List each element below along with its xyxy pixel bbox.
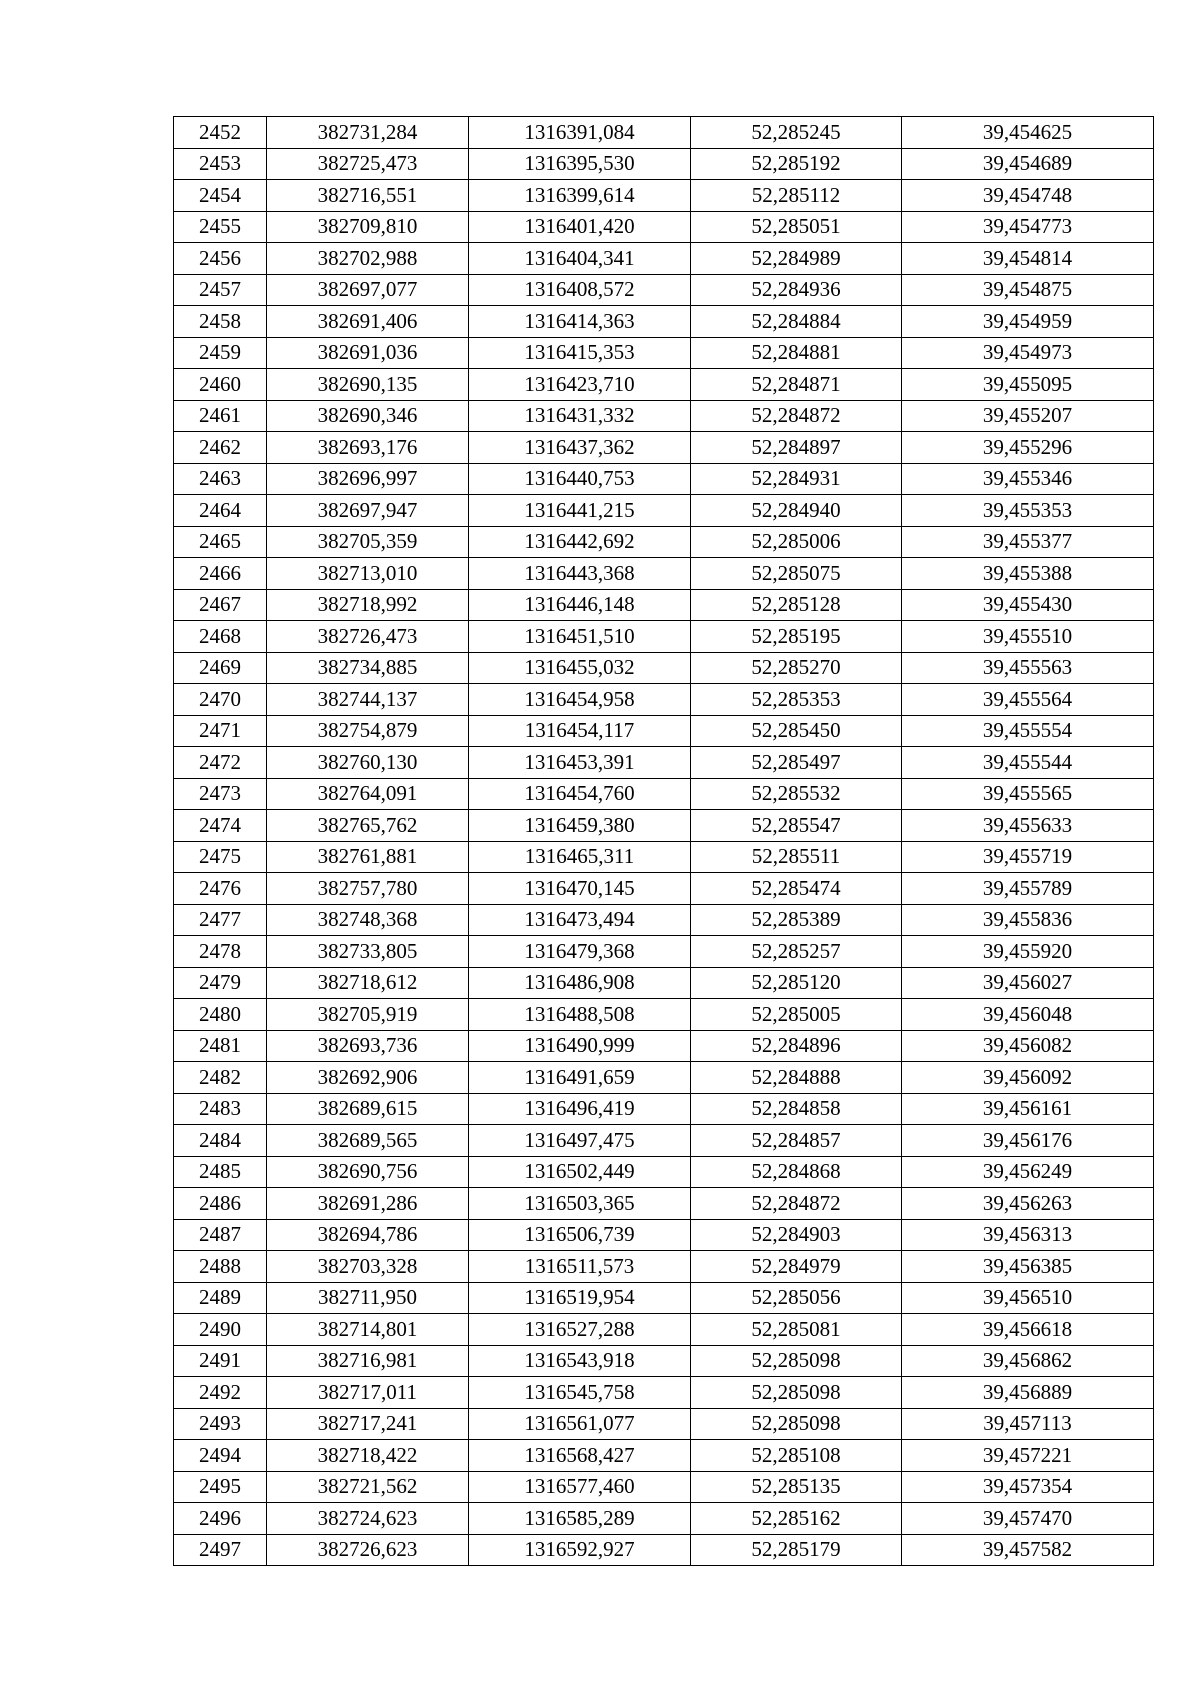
x-coordinate-cell: 382691,286: [267, 1188, 469, 1220]
x-coordinate-cell: 382726,623: [267, 1534, 469, 1566]
table-row: [174, 148, 1154, 180]
x-coordinate-cell: 382693,736: [267, 1030, 469, 1062]
x-coordinate-cell: 382693,176: [267, 432, 469, 464]
table-row: [174, 400, 1154, 432]
point-number-cell: 2463: [174, 463, 267, 495]
point-number-cell: 2483: [174, 1093, 267, 1125]
y-coordinate-cell: 1316592,927: [469, 1534, 691, 1566]
latitude-cell: 52,285450: [691, 715, 902, 747]
longitude-cell: 39,456385: [902, 1251, 1154, 1283]
latitude-cell: 52,284936: [691, 274, 902, 306]
latitude-cell: 52,285006: [691, 526, 902, 558]
longitude-cell: 39,456862: [902, 1345, 1154, 1377]
x-coordinate-cell: 382691,036: [267, 337, 469, 369]
table-row: [174, 1282, 1154, 1314]
y-coordinate-cell: 1316454,760: [469, 778, 691, 810]
x-coordinate-cell: 382692,906: [267, 1062, 469, 1094]
y-coordinate-cell: 1316506,739: [469, 1219, 691, 1251]
table-row: [174, 1440, 1154, 1472]
point-number-cell: 2466: [174, 558, 267, 590]
point-number-cell: 2490: [174, 1314, 267, 1346]
y-coordinate-cell: 1316446,148: [469, 589, 691, 621]
table-row: [174, 841, 1154, 873]
longitude-cell: 39,456618: [902, 1314, 1154, 1346]
table-row: [174, 967, 1154, 999]
point-number-cell: 2493: [174, 1408, 267, 1440]
y-coordinate-cell: 1316545,758: [469, 1377, 691, 1409]
table-row: [174, 1408, 1154, 1440]
x-coordinate-cell: 382734,885: [267, 652, 469, 684]
longitude-cell: 39,456048: [902, 999, 1154, 1031]
coordinates-table-body: [174, 117, 1154, 1566]
y-coordinate-cell: 1316488,508: [469, 999, 691, 1031]
longitude-cell: 39,456313: [902, 1219, 1154, 1251]
latitude-cell: 52,284979: [691, 1251, 902, 1283]
x-coordinate-cell: 382705,359: [267, 526, 469, 558]
y-coordinate-cell: 1316399,614: [469, 180, 691, 212]
latitude-cell: 52,284888: [691, 1062, 902, 1094]
y-coordinate-cell: 1316465,311: [469, 841, 691, 873]
y-coordinate-cell: 1316451,510: [469, 621, 691, 653]
x-coordinate-cell: 382689,615: [267, 1093, 469, 1125]
latitude-cell: 52,285257: [691, 936, 902, 968]
x-coordinate-cell: 382724,623: [267, 1503, 469, 1535]
longitude-cell: 39,455633: [902, 810, 1154, 842]
latitude-cell: 52,285081: [691, 1314, 902, 1346]
table-row: [174, 1093, 1154, 1125]
latitude-cell: 52,285098: [691, 1408, 902, 1440]
point-number-cell: 2495: [174, 1471, 267, 1503]
y-coordinate-cell: 1316391,084: [469, 117, 691, 149]
table-row: [174, 211, 1154, 243]
x-coordinate-cell: 382691,406: [267, 306, 469, 338]
table-row: [174, 337, 1154, 369]
y-coordinate-cell: 1316423,710: [469, 369, 691, 401]
latitude-cell: 52,284872: [691, 1188, 902, 1220]
x-coordinate-cell: 382761,881: [267, 841, 469, 873]
point-number-cell: 2452: [174, 117, 267, 149]
point-number-cell: 2484: [174, 1125, 267, 1157]
latitude-cell: 52,285547: [691, 810, 902, 842]
table-row: [174, 1156, 1154, 1188]
longitude-cell: 39,455346: [902, 463, 1154, 495]
latitude-cell: 52,285112: [691, 180, 902, 212]
table-row: [174, 1188, 1154, 1220]
point-number-cell: 2460: [174, 369, 267, 401]
x-coordinate-cell: 382714,801: [267, 1314, 469, 1346]
latitude-cell: 52,285474: [691, 873, 902, 905]
y-coordinate-cell: 1316470,145: [469, 873, 691, 905]
latitude-cell: 52,285056: [691, 1282, 902, 1314]
longitude-cell: 39,454973: [902, 337, 1154, 369]
table-row: [174, 1251, 1154, 1283]
point-number-cell: 2457: [174, 274, 267, 306]
y-coordinate-cell: 1316459,380: [469, 810, 691, 842]
longitude-cell: 39,454959: [902, 306, 1154, 338]
y-coordinate-cell: 1316408,572: [469, 274, 691, 306]
longitude-cell: 39,455377: [902, 526, 1154, 558]
longitude-cell: 39,456263: [902, 1188, 1154, 1220]
point-number-cell: 2459: [174, 337, 267, 369]
point-number-cell: 2454: [174, 180, 267, 212]
table-row: [174, 1314, 1154, 1346]
latitude-cell: 52,285098: [691, 1377, 902, 1409]
point-number-cell: 2456: [174, 243, 267, 275]
point-number-cell: 2461: [174, 400, 267, 432]
point-number-cell: 2492: [174, 1377, 267, 1409]
x-coordinate-cell: 382748,368: [267, 904, 469, 936]
point-number-cell: 2482: [174, 1062, 267, 1094]
table-row: [174, 810, 1154, 842]
x-coordinate-cell: 382709,810: [267, 211, 469, 243]
table-row: [174, 1534, 1154, 1566]
latitude-cell: 52,285270: [691, 652, 902, 684]
latitude-cell: 52,285192: [691, 148, 902, 180]
x-coordinate-cell: 382702,988: [267, 243, 469, 275]
point-number-cell: 2468: [174, 621, 267, 653]
x-coordinate-cell: 382718,992: [267, 589, 469, 621]
y-coordinate-cell: 1316497,475: [469, 1125, 691, 1157]
longitude-cell: 39,456176: [902, 1125, 1154, 1157]
table-row: [174, 369, 1154, 401]
table-row: [174, 117, 1154, 149]
x-coordinate-cell: 382690,346: [267, 400, 469, 432]
latitude-cell: 52,285532: [691, 778, 902, 810]
y-coordinate-cell: 1316442,692: [469, 526, 691, 558]
y-coordinate-cell: 1316437,362: [469, 432, 691, 464]
y-coordinate-cell: 1316453,391: [469, 747, 691, 779]
longitude-cell: 39,456889: [902, 1377, 1154, 1409]
x-coordinate-cell: 382716,551: [267, 180, 469, 212]
longitude-cell: 39,455836: [902, 904, 1154, 936]
point-number-cell: 2473: [174, 778, 267, 810]
latitude-cell: 52,285179: [691, 1534, 902, 1566]
point-number-cell: 2465: [174, 526, 267, 558]
longitude-cell: 39,455430: [902, 589, 1154, 621]
x-coordinate-cell: 382760,130: [267, 747, 469, 779]
latitude-cell: 52,284858: [691, 1093, 902, 1125]
table-row: [174, 1062, 1154, 1094]
point-number-cell: 2453: [174, 148, 267, 180]
latitude-cell: 52,285353: [691, 684, 902, 716]
point-number-cell: 2489: [174, 1282, 267, 1314]
longitude-cell: 39,454625: [902, 117, 1154, 149]
point-number-cell: 2462: [174, 432, 267, 464]
table-row: [174, 621, 1154, 653]
point-number-cell: 2455: [174, 211, 267, 243]
y-coordinate-cell: 1316543,918: [469, 1345, 691, 1377]
y-coordinate-cell: 1316454,958: [469, 684, 691, 716]
point-number-cell: 2472: [174, 747, 267, 779]
point-number-cell: 2474: [174, 810, 267, 842]
x-coordinate-cell: 382696,997: [267, 463, 469, 495]
latitude-cell: 52,285051: [691, 211, 902, 243]
x-coordinate-cell: 382690,135: [267, 369, 469, 401]
y-coordinate-cell: 1316561,077: [469, 1408, 691, 1440]
longitude-cell: 39,455207: [902, 400, 1154, 432]
latitude-cell: 52,284857: [691, 1125, 902, 1157]
table-row: [174, 463, 1154, 495]
x-coordinate-cell: 382703,328: [267, 1251, 469, 1283]
y-coordinate-cell: 1316479,368: [469, 936, 691, 968]
y-coordinate-cell: 1316414,363: [469, 306, 691, 338]
point-number-cell: 2477: [174, 904, 267, 936]
longitude-cell: 39,454748: [902, 180, 1154, 212]
table-row: [174, 526, 1154, 558]
x-coordinate-cell: 382733,805: [267, 936, 469, 968]
x-coordinate-cell: 382725,473: [267, 148, 469, 180]
latitude-cell: 52,285497: [691, 747, 902, 779]
longitude-cell: 39,454689: [902, 148, 1154, 180]
x-coordinate-cell: 382757,780: [267, 873, 469, 905]
y-coordinate-cell: 1316443,368: [469, 558, 691, 590]
x-coordinate-cell: 382721,562: [267, 1471, 469, 1503]
point-number-cell: 2470: [174, 684, 267, 716]
longitude-cell: 39,455296: [902, 432, 1154, 464]
y-coordinate-cell: 1316496,419: [469, 1093, 691, 1125]
point-number-cell: 2491: [174, 1345, 267, 1377]
latitude-cell: 52,284897: [691, 432, 902, 464]
point-number-cell: 2485: [174, 1156, 267, 1188]
point-number-cell: 2467: [174, 589, 267, 621]
table-row: [174, 1030, 1154, 1062]
x-coordinate-cell: 382690,756: [267, 1156, 469, 1188]
table-row: [174, 1345, 1154, 1377]
point-number-cell: 2494: [174, 1440, 267, 1472]
longitude-cell: 39,455565: [902, 778, 1154, 810]
longitude-cell: 39,455554: [902, 715, 1154, 747]
latitude-cell: 52,285511: [691, 841, 902, 873]
table-row: [174, 873, 1154, 905]
longitude-cell: 39,457221: [902, 1440, 1154, 1472]
longitude-cell: 39,455095: [902, 369, 1154, 401]
x-coordinate-cell: 382754,879: [267, 715, 469, 747]
x-coordinate-cell: 382711,950: [267, 1282, 469, 1314]
x-coordinate-cell: 382697,947: [267, 495, 469, 527]
table-row: [174, 778, 1154, 810]
table-row: [174, 1377, 1154, 1409]
table-row: [174, 274, 1154, 306]
x-coordinate-cell: 382717,241: [267, 1408, 469, 1440]
point-number-cell: 2496: [174, 1503, 267, 1535]
y-coordinate-cell: 1316415,353: [469, 337, 691, 369]
point-number-cell: 2469: [174, 652, 267, 684]
x-coordinate-cell: 382713,010: [267, 558, 469, 590]
coordinates-table: [173, 116, 1154, 1566]
point-number-cell: 2497: [174, 1534, 267, 1566]
latitude-cell: 52,285245: [691, 117, 902, 149]
latitude-cell: 52,285162: [691, 1503, 902, 1535]
table-row: [174, 999, 1154, 1031]
longitude-cell: 39,455563: [902, 652, 1154, 684]
point-number-cell: 2458: [174, 306, 267, 338]
table-row: [174, 1503, 1154, 1535]
x-coordinate-cell: 382697,077: [267, 274, 469, 306]
latitude-cell: 52,285005: [691, 999, 902, 1031]
latitude-cell: 52,284931: [691, 463, 902, 495]
point-number-cell: 2471: [174, 715, 267, 747]
x-coordinate-cell: 382764,091: [267, 778, 469, 810]
point-number-cell: 2464: [174, 495, 267, 527]
x-coordinate-cell: 382689,565: [267, 1125, 469, 1157]
latitude-cell: 52,284903: [691, 1219, 902, 1251]
table-row: [174, 1219, 1154, 1251]
x-coordinate-cell: 382726,473: [267, 621, 469, 653]
point-number-cell: 2480: [174, 999, 267, 1031]
y-coordinate-cell: 1316441,215: [469, 495, 691, 527]
y-coordinate-cell: 1316490,999: [469, 1030, 691, 1062]
table-row: [174, 180, 1154, 212]
y-coordinate-cell: 1316454,117: [469, 715, 691, 747]
longitude-cell: 39,456249: [902, 1156, 1154, 1188]
latitude-cell: 52,284940: [691, 495, 902, 527]
longitude-cell: 39,455510: [902, 621, 1154, 653]
longitude-cell: 39,455564: [902, 684, 1154, 716]
longitude-cell: 39,456082: [902, 1030, 1154, 1062]
latitude-cell: 52,285098: [691, 1345, 902, 1377]
point-number-cell: 2475: [174, 841, 267, 873]
x-coordinate-cell: 382718,612: [267, 967, 469, 999]
longitude-cell: 39,455789: [902, 873, 1154, 905]
y-coordinate-cell: 1316431,332: [469, 400, 691, 432]
y-coordinate-cell: 1316577,460: [469, 1471, 691, 1503]
table-row: [174, 715, 1154, 747]
x-coordinate-cell: 382744,137: [267, 684, 469, 716]
table-row: [174, 558, 1154, 590]
point-number-cell: 2486: [174, 1188, 267, 1220]
latitude-cell: 52,284868: [691, 1156, 902, 1188]
point-number-cell: 2488: [174, 1251, 267, 1283]
y-coordinate-cell: 1316519,954: [469, 1282, 691, 1314]
longitude-cell: 39,454814: [902, 243, 1154, 275]
longitude-cell: 39,456092: [902, 1062, 1154, 1094]
longitude-cell: 39,454875: [902, 274, 1154, 306]
longitude-cell: 39,454773: [902, 211, 1154, 243]
latitude-cell: 52,284871: [691, 369, 902, 401]
x-coordinate-cell: 382718,422: [267, 1440, 469, 1472]
table-row: [174, 589, 1154, 621]
table-row: [174, 432, 1154, 464]
latitude-cell: 52,284989: [691, 243, 902, 275]
longitude-cell: 39,456161: [902, 1093, 1154, 1125]
longitude-cell: 39,457470: [902, 1503, 1154, 1535]
y-coordinate-cell: 1316473,494: [469, 904, 691, 936]
table-row: [174, 652, 1154, 684]
latitude-cell: 52,284884: [691, 306, 902, 338]
y-coordinate-cell: 1316404,341: [469, 243, 691, 275]
longitude-cell: 39,455544: [902, 747, 1154, 779]
table-row: [174, 495, 1154, 527]
latitude-cell: 52,285195: [691, 621, 902, 653]
latitude-cell: 52,285128: [691, 589, 902, 621]
longitude-cell: 39,457582: [902, 1534, 1154, 1566]
y-coordinate-cell: 1316511,573: [469, 1251, 691, 1283]
table-row: [174, 243, 1154, 275]
y-coordinate-cell: 1316440,753: [469, 463, 691, 495]
point-number-cell: 2476: [174, 873, 267, 905]
longitude-cell: 39,457354: [902, 1471, 1154, 1503]
latitude-cell: 52,284881: [691, 337, 902, 369]
latitude-cell: 52,285075: [691, 558, 902, 590]
longitude-cell: 39,457113: [902, 1408, 1154, 1440]
longitude-cell: 39,456510: [902, 1282, 1154, 1314]
y-coordinate-cell: 1316527,288: [469, 1314, 691, 1346]
table-row: [174, 936, 1154, 968]
longitude-cell: 39,455353: [902, 495, 1154, 527]
longitude-cell: 39,455920: [902, 936, 1154, 968]
point-number-cell: 2478: [174, 936, 267, 968]
point-number-cell: 2479: [174, 967, 267, 999]
x-coordinate-cell: 382717,011: [267, 1377, 469, 1409]
x-coordinate-cell: 382765,762: [267, 810, 469, 842]
x-coordinate-cell: 382705,919: [267, 999, 469, 1031]
y-coordinate-cell: 1316585,289: [469, 1503, 691, 1535]
latitude-cell: 52,285120: [691, 967, 902, 999]
x-coordinate-cell: 382694,786: [267, 1219, 469, 1251]
latitude-cell: 52,285135: [691, 1471, 902, 1503]
y-coordinate-cell: 1316502,449: [469, 1156, 691, 1188]
table-row: [174, 747, 1154, 779]
table-row: [174, 904, 1154, 936]
x-coordinate-cell: 382731,284: [267, 117, 469, 149]
y-coordinate-cell: 1316395,530: [469, 148, 691, 180]
table-row: [174, 306, 1154, 338]
longitude-cell: 39,455719: [902, 841, 1154, 873]
longitude-cell: 39,455388: [902, 558, 1154, 590]
table-row: [174, 684, 1154, 716]
y-coordinate-cell: 1316401,420: [469, 211, 691, 243]
y-coordinate-cell: 1316455,032: [469, 652, 691, 684]
table-row: [174, 1125, 1154, 1157]
x-coordinate-cell: 382716,981: [267, 1345, 469, 1377]
y-coordinate-cell: 1316491,659: [469, 1062, 691, 1094]
point-number-cell: 2487: [174, 1219, 267, 1251]
longitude-cell: 39,456027: [902, 967, 1154, 999]
latitude-cell: 52,285108: [691, 1440, 902, 1472]
latitude-cell: 52,284896: [691, 1030, 902, 1062]
y-coordinate-cell: 1316486,908: [469, 967, 691, 999]
point-number-cell: 2481: [174, 1030, 267, 1062]
table-row: [174, 1471, 1154, 1503]
latitude-cell: 52,284872: [691, 400, 902, 432]
y-coordinate-cell: 1316503,365: [469, 1188, 691, 1220]
y-coordinate-cell: 1316568,427: [469, 1440, 691, 1472]
latitude-cell: 52,285389: [691, 904, 902, 936]
